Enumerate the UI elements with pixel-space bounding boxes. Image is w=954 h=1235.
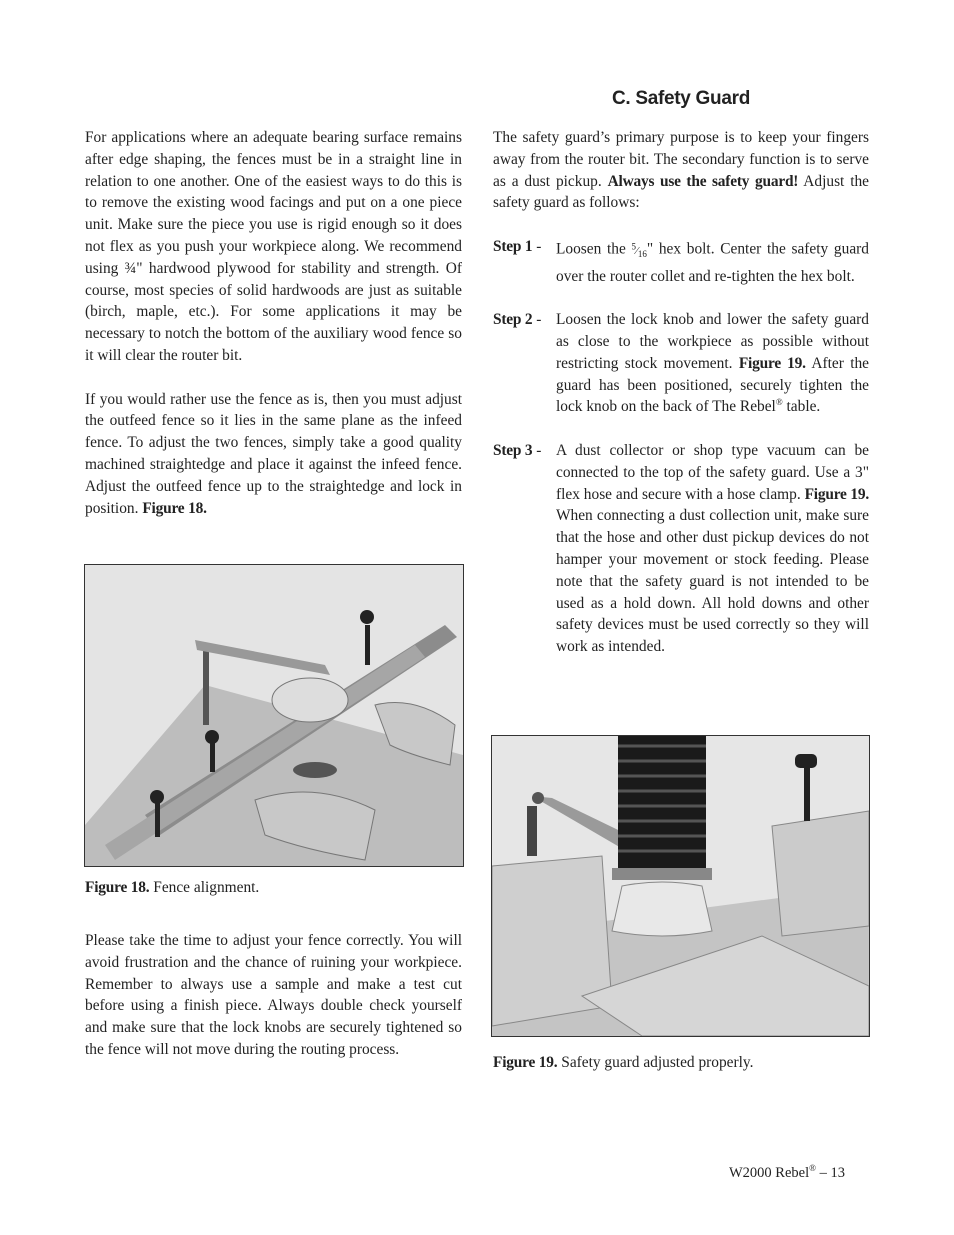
step-1-separator: - [532,237,546,255]
step-3 [493,440,869,658]
figure-19-text: Safety guard adjusted properly. [561,1054,754,1071]
step-2-label: Step 2 [493,311,533,329]
figure-18-caption [85,879,259,897]
step-1-fraction: $^5⁄_{16}$ [631,240,647,259]
step-2-text-b: After the guard has been positioned, securely tighten the lock knob on the back of The Rebel [556,354,869,416]
figure-18-label: Figure 18. [85,879,150,896]
step-1-numerator: 5 [631,240,637,251]
step-2-figure-reference: Figure 19. [738,354,806,372]
right-column [493,127,869,658]
paragraph-intro [493,127,869,214]
left-column [85,127,462,519]
step-2-registered-mark: ® [775,397,783,408]
figure-19-label: Figure 19. [493,1054,558,1071]
step-3-separator: - [532,442,546,459]
left-column-bottom [85,930,462,1061]
figure-18-photo [84,564,464,867]
footer-model: W2000 Rebel [729,1165,810,1181]
paragraph-outfeed-adjust [85,389,462,520]
intro-end: Adjust the safety guard as follows: [493,172,870,212]
step-1-denominator: 16 [637,248,647,259]
step-1-text [556,236,869,287]
intro-text: The safety guard’s primary purpose is to keep your fingers away from the router bit. The secondary function is to serve as a dust pickup. [493,129,869,190]
step-1 [493,236,869,287]
page-footer [729,1165,845,1182]
step-2-text-a: Loosen the lock knob and lower the safety guard as close to the workpiece as possible without restricting stock movement. [556,311,869,372]
step-3-text-b: When connecting a dust collection unit, make sure that the hose and other dust pickup devices do not hamper your movement or stock feeding. Please note that the safety guard is not intended to be used as a hold down. All hold downs and other safety devices must be used correctly so they will work as intended. [556,507,869,656]
step-2-label-wrap [493,309,556,418]
dust-hose [612,736,712,880]
footer-page-number: – 13 [815,1165,845,1181]
figure-18-reference: Figure 18. [142,499,207,517]
step-2-separator: - [532,311,546,329]
step-3-text [556,440,869,658]
step-2-text [556,309,869,418]
footer-registered-mark: ® [809,1163,816,1174]
step-3-label: Step 3 [493,442,533,459]
intro-warning: Always use the safety guard! [607,172,799,190]
step-2-text-c: table. [782,398,821,416]
step-2 [493,309,869,418]
figure-18-text: Fence alignment. [153,879,260,896]
paragraph-take-time: Please take the time to adjust your fence correctly. You will avoid frustration and the chance of ruining your workpiece. Remember to always use a sample and make a test cut before using a finish piece. Always double check yourself and make sure that the lock knobs are securely tightened so the fence will not move during the routing process. [85,932,462,1058]
paragraph-outfeed-text: If you would rather use the fence as is, then you must adjust the outfeed fence so it lies in the same plane as the infeed fence. To adjust the two fences, simply take a good quality machined straightedge and place it against the infeed fence. Adjust the outfeed fence up to the straightedge and lock in position. [85,390,462,517]
step-1-label-wrap [493,236,556,287]
figure-19-photo [491,735,870,1037]
step-3-figure-reference: Figure 19. [804,485,869,503]
step-1-label: Step 1 [493,237,533,255]
section-title: C. Safety Guard [611,88,751,109]
step-1-text-a: Loosen the [556,240,626,258]
step-3-text-a: A dust collector or shop type vacuum can be connected to the top of the safety guard. Use a 3" flex hose and secure with a hose clamp. [556,442,869,503]
step-3-label-wrap [493,440,556,658]
paragraph-fence-facings: For applications where an adequate bearing surface remains after edge shaping, the fences must be in a straight line in relation to one another. One of the easiest ways to do this is to remove the existing wood facings and put on a one piece unit. Make sure the piece you use is rigid enough so it does not flex as you push your workpiece along. We recommend using ¾" hardwood plywood for stability and strength. Of course, most species of solid hardwoods are just as suitable (birch, maple, etc.). For some applications it may be necessary to notch the bottom of the auxiliary wood fence so it will clear the router bit. [85,129,462,364]
step-1-text-b: " hex bolt. Center the safety guard over the router collet and re-tighten the hex bolt. [556,240,869,285]
figure-19-caption [493,1054,753,1072]
